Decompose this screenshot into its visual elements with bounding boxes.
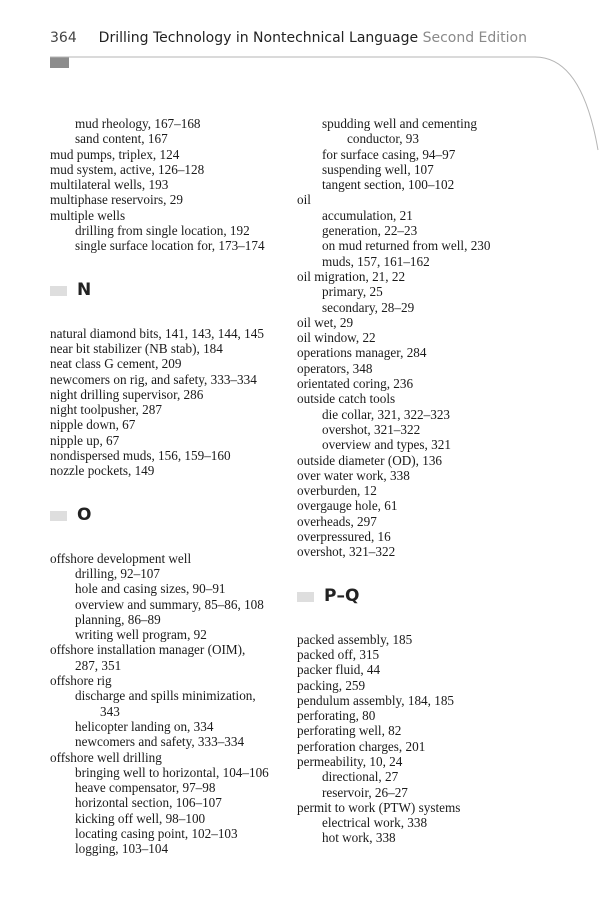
- index-subentry: spudding well and cementing: [322, 116, 477, 131]
- index-subentry: die collar, 321, 322–323: [322, 406, 451, 422]
- index-subentry: reservoir, 26–27: [322, 784, 408, 800]
- index-entry: night drilling supervisor, 286: [50, 386, 204, 402]
- index-entry: nondispersed muds, 156, 159–160: [50, 448, 231, 464]
- index-subentry: hot work, 338: [322, 830, 396, 846]
- index-subentry: logging, 103–104: [75, 841, 169, 857]
- index-subentry: suspending well, 107: [322, 161, 434, 177]
- index-subentry: kicking off well, 98–100: [75, 810, 206, 826]
- index-entry: packer fluid, 44: [297, 662, 381, 678]
- index-subentry: locating casing point, 102–103: [75, 825, 238, 841]
- index-entry: outside diameter (OD), 136: [297, 452, 443, 468]
- index-entry: orientated coring, 236: [297, 376, 414, 392]
- index-subentry: planning, 86–89: [75, 611, 161, 627]
- section-letter: P–Q: [324, 585, 360, 606]
- index-entry: night toolpusher, 287: [50, 402, 162, 418]
- section-letter: O: [77, 504, 92, 525]
- section-heading: [50, 506, 290, 526]
- index-subentry: overview and summary, 85–86, 108: [75, 596, 264, 612]
- index-subentry: heave compensator, 97–98: [75, 780, 216, 796]
- index-entry: overburden, 12: [297, 483, 377, 499]
- page-number: 364: [50, 30, 77, 46]
- index-entry: oil window, 22: [297, 330, 376, 346]
- index-subentry: sand content, 167: [75, 131, 168, 147]
- index-subentry: muds, 157, 161–162: [322, 253, 430, 269]
- index-entry: mud system, active, 126–128: [50, 161, 205, 177]
- index-entry: operators, 348: [297, 360, 373, 376]
- index-entry: multilateral wells, 193: [50, 177, 169, 193]
- index-subentry: bringing well to horizontal, 104–106: [75, 764, 269, 780]
- index-subentry: writing well program, 92: [75, 627, 207, 643]
- index-entry: permeability, 10, 24: [297, 753, 403, 769]
- index-entry: near bit stabilizer (NB stab), 184: [50, 340, 223, 356]
- index-subentry: overview and types, 321: [322, 437, 451, 453]
- section-marker-box: [297, 592, 314, 602]
- index-subentry: drilling from single location, 192: [75, 223, 250, 239]
- index-subentry: on mud returned from well, 230: [322, 238, 491, 254]
- index-entry: perforation charges, 201: [297, 738, 426, 754]
- index-column-left: [50, 116, 290, 857]
- index-entry: packing, 259: [297, 677, 366, 693]
- index-entry: over water work, 338: [297, 467, 410, 483]
- index-subentry: tangent section, 100–102: [322, 177, 455, 193]
- index-entry: outside catch tools: [297, 391, 396, 407]
- index-entry: offshore development well: [50, 550, 192, 566]
- index-entry: offshore installation manager (OIM),: [50, 642, 246, 658]
- index-entry: perforating well, 82: [297, 723, 402, 739]
- index-subentry: helicopter landing on, 334: [75, 718, 214, 734]
- index-subentry: discharge and spills minimization,: [75, 688, 256, 704]
- index-entry: mud pumps, triplex, 124: [50, 146, 180, 162]
- index-entry: overpressured, 16: [297, 529, 391, 545]
- index-entry: packed off, 315: [297, 646, 380, 662]
- index-entry: multiple wells: [50, 207, 126, 223]
- index-subentry: primary, 25: [322, 284, 383, 300]
- index-entry: oil wet, 29: [297, 314, 354, 330]
- index-subentry: horizontal section, 106–107: [75, 795, 222, 811]
- index-entry: overgauge hole, 61: [297, 498, 398, 514]
- index-entry: neat class G cement, 209: [50, 356, 182, 372]
- index-entry: nipple up, 67: [50, 432, 120, 448]
- index-subentry: directional, 27: [322, 769, 399, 785]
- section-heading: [50, 281, 290, 301]
- index-subentry: conductor, 93: [347, 131, 419, 147]
- index-subentry: 343: [100, 703, 120, 719]
- index-subentry: accumulation, 21: [322, 207, 413, 223]
- index-subentry: secondary, 28–29: [322, 299, 415, 315]
- index-subentry: drilling, 92–107: [75, 565, 160, 581]
- index-entry: offshore well drilling: [50, 749, 162, 765]
- section-letter: N: [77, 280, 92, 301]
- index-column-right: [297, 116, 527, 846]
- index-entry: overshot, 321–322: [297, 544, 396, 560]
- section-marker-box: [50, 511, 67, 521]
- index-entry: overheads, 297: [297, 513, 377, 529]
- index-subentry: hole and casing sizes, 90–91: [75, 581, 226, 597]
- index-entry: oil: [297, 192, 311, 208]
- index-entry: newcomers on rig, and safety, 333–334: [50, 371, 257, 387]
- index-entry: nozzle pockets, 149: [50, 463, 155, 479]
- index-entry: multiphase reservoirs, 29: [50, 192, 183, 208]
- index-subentry: for surface casing, 94–97: [322, 146, 456, 162]
- index-entry: packed assembly, 185: [297, 631, 413, 647]
- index-subentry: overshot, 321–322: [322, 421, 421, 437]
- index-entry: perforating, 80: [297, 708, 376, 724]
- index-subentry: single surface location for, 173–174: [75, 238, 265, 254]
- index-subentry: 287, 351: [75, 657, 122, 673]
- book-edition: Second Edition: [422, 30, 527, 46]
- index-subentry: mud rheology, 167–168: [75, 116, 201, 131]
- index-entry: nipple down, 67: [50, 417, 136, 433]
- index-subentry: newcomers and safety, 333–334: [75, 734, 245, 750]
- section-marker-box: [50, 286, 67, 296]
- index-subentry: electrical work, 338: [322, 815, 428, 831]
- index-subentry: generation, 22–23: [322, 223, 418, 239]
- section-heading: [297, 587, 527, 607]
- index-entry: oil migration, 21, 22: [297, 268, 406, 284]
- index-entry: natural diamond bits, 141, 143, 144, 145: [50, 325, 264, 341]
- index-entry: offshore rig: [50, 673, 112, 689]
- index-entry: permit to work (PTW) systems: [297, 799, 461, 815]
- book-title: Drilling Technology in Nontechnical Language: [98, 30, 419, 46]
- index-entry: pendulum assembly, 184, 185: [297, 692, 455, 708]
- index-entry: operations manager, 284: [297, 345, 427, 361]
